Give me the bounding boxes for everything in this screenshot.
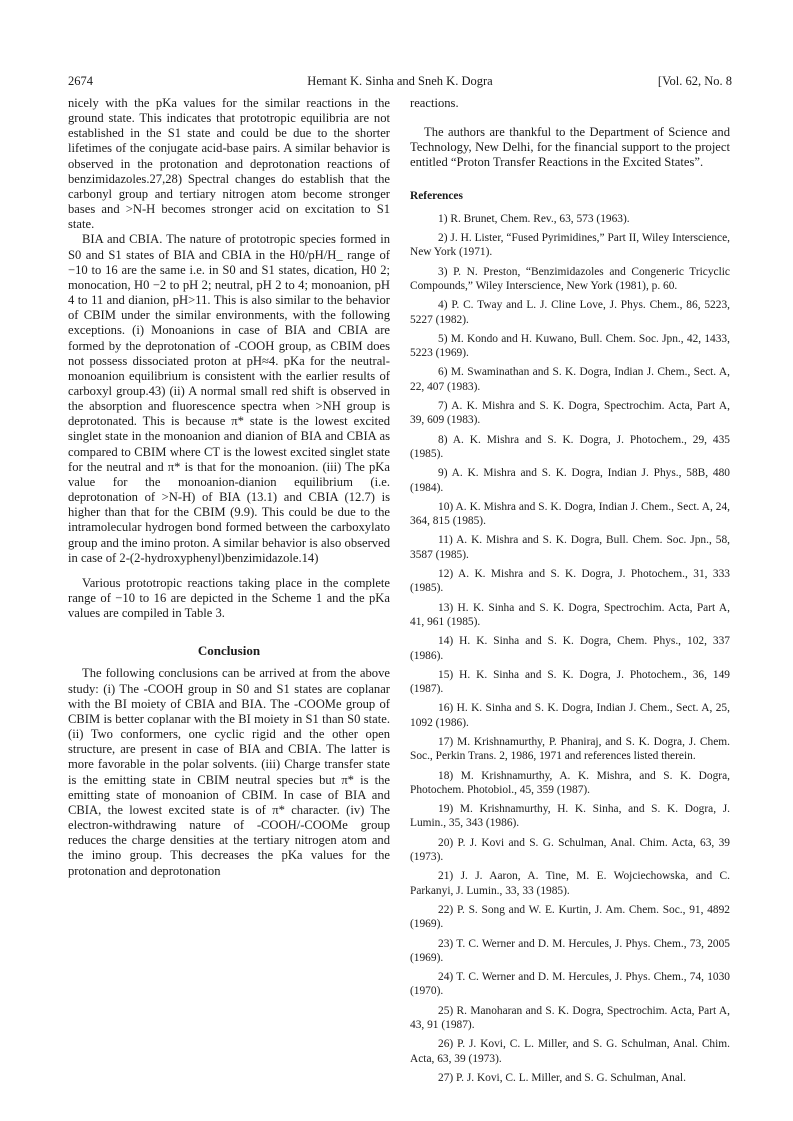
paragraph-prototropic: Various prototropic reactions taking place in the complete range of −10 to 16 are depicted in the Scheme 1 and the pKa values are compiled in Table 3. [68, 575, 390, 621]
paragraph-continued: nicely with the pKa values for the similar reactions in the ground state. This indicates that prototropic equilibria are not established in the S1 state and could be due to the shorter lifetimes of the conjugate acid-base pairs. A similar behavior is observed in the protonation and deprotonation reactions of benzimidazoles.27,28) Spectral changes do establish that the carbonyl group and tertiary nitrogen atom become stronger bases and >N-H becomes stronger acid on excitation to S1 state. [68, 96, 390, 232]
reference-text: P. J. Kovi, C. L. Miller, and S. G. Schulman, Anal. [456, 1071, 686, 1084]
reference-number: 25) [438, 1004, 454, 1017]
right-column [410, 96, 730, 1090]
reference-number: 27) [438, 1071, 454, 1084]
reference-text: H. K. Sinha and S. K. Dogra, Chem. Phys., 102, 337 (1986). [410, 635, 730, 662]
reference-item [410, 533, 730, 562]
reference-item [410, 903, 730, 932]
reference-text: P. N. Preston, “Benzimidazoles and Congeneric Tricyclic Compounds,” Wiley Interscience, New York (1981), p. 60. [410, 265, 730, 292]
reference-number: 11) [438, 534, 453, 547]
reference-number: 5) [438, 332, 448, 345]
reference-item [410, 332, 730, 361]
reference-text: M. Krishnamurthy, P. Phaniraj, and S. K. Dogra, J. Chem. Soc., Perkin Trans. 2, 1986, 1971 and references listed therein. [410, 735, 730, 763]
reference-text: T. C. Werner and D. M. Hercules, J. Phys. Chem., 73, 2005 (1969). [410, 937, 730, 964]
reference-item [410, 634, 730, 663]
reference-text: A. K. Mishra and S. K. Dogra, Indian J. Chem., Sect. A, 24, 364, 815 (1985). [410, 500, 731, 528]
reference-item [410, 1004, 730, 1033]
reference-list [410, 212, 730, 1085]
reference-item [410, 735, 730, 764]
reference-text: R. Manoharan and S. K. Dogra, Spectrochim. Acta, Part A, 43, 91 (1987). [410, 1004, 730, 1032]
reference-number: 4) [438, 299, 448, 312]
reference-text: R. Brunet, Chem. Rev., 63, 573 (1963). [450, 212, 630, 225]
reference-number: 2) [438, 232, 448, 245]
reference-number: 19) [438, 803, 454, 816]
reference-item [410, 1071, 730, 1085]
reference-text: A. K. Mishra and S. K. Dogra, Indian J. Phys., 58B, 480 (1984). [410, 467, 730, 494]
reference-item [410, 265, 730, 294]
paragraph-continued-end: reactions. [410, 96, 459, 110]
reference-number: 23) [438, 937, 454, 950]
reference-number: 16) [438, 702, 454, 715]
reference-text: M. Swaminathan and S. K. Dogra, Indian J. Chem., Sect. A, 22, 407 (1983). [410, 366, 730, 393]
reference-text: A. K. Mishra and S. K. Dogra, Bull. Chem. Soc. Jpn., 58, 3587 (1985). [410, 534, 730, 561]
paragraph-conclusion: The following conclusions can be arrived at from the above study: (i) The -COOH group in S0 and S1 states are coplanar with the BI moiety of CBIA and BIA. The -COOMe group of CBIM is better coplanar with the BI moiety in S1 than S0 state. (ii) Two conformers, one cyclic rigid and the other open structure, are present in case of BIA and CBIA. The latter is more favorable in the polar solvents. (iii) Charge transfer state is the emitting state in CBIM neutral species but π* is the emitting state of monoanion of CBIM. In case of BIA and CBIA, the lowest excited state is of π* character. (iv) The electron-withdrawing nature of -COOH/-COOMe group reduces the charge densities at the tertiary nitrogen atom and the imino group. This decreases the pKa values for the protonation and deprotonation [68, 666, 390, 878]
references-heading: References [410, 189, 463, 202]
reference-text: M. Krishnamurthy, A. K. Mishra, and S. K. Dogra, Photochem. Photobiol., 45, 359 (1987). [410, 769, 730, 796]
reference-text: A. K. Mishra and S. K. Dogra, J. Photochem., 31, 333 (1985). [410, 568, 730, 595]
reference-item [410, 212, 730, 226]
reference-item [410, 1037, 730, 1066]
reference-item [410, 937, 730, 966]
left-column [68, 96, 390, 879]
reference-number: 10) [438, 500, 454, 513]
reference-text: A. K. Mishra and S. K. Dogra, J. Photochem., 29, 435 (1985). [410, 433, 730, 460]
reference-number: 17) [438, 735, 454, 748]
reference-number: 13) [438, 601, 454, 614]
reference-number: 18) [438, 769, 454, 782]
reference-item [410, 399, 730, 428]
reference-item [410, 668, 730, 697]
reference-number: 24) [438, 971, 454, 984]
reference-item [410, 869, 730, 898]
reference-number: 21) [438, 870, 454, 883]
reference-item [410, 298, 730, 327]
reference-item [410, 365, 730, 394]
reference-number: 1) [438, 212, 448, 225]
reference-text: P. J. Kovi and S. G. Schulman, Anal. Chim. Acta, 63, 39 (1973). [410, 836, 730, 864]
reference-text: J. J. Aaron, A. Tine, M. E. Wojciechowska, and C. Parkanyi, J. Lumin., 33, 33 (1985). [410, 870, 730, 897]
running-authors: Hemant K. Sinha and Sneh K. Dogra [307, 74, 493, 88]
reference-number: 26) [438, 1038, 454, 1051]
conclusion-heading: Conclusion [197, 643, 261, 659]
reference-number: 3) [438, 265, 448, 278]
reference-number: 9) [438, 467, 448, 480]
reference-item [410, 231, 730, 260]
reference-item [410, 567, 730, 596]
reference-text: P. S. Song and W. E. Kurtin, J. Am. Chem. Soc., 91, 4892 (1969). [410, 903, 730, 931]
reference-item [410, 433, 730, 462]
reference-item [410, 701, 730, 730]
reference-text: P. J. Kovi, C. L. Miller, and S. G. Schulman, Anal. Chim. Acta, 63, 39 (1973). [410, 1038, 730, 1065]
reference-text: H. K. Sinha and S. K. Dogra, Spectrochim. Acta, Part A, 41, 961 (1985). [410, 601, 730, 628]
reference-text: M. Kondo and H. Kuwano, Bull. Chem. Soc. Jpn., 42, 1433, 5223 (1969). [410, 332, 730, 360]
paragraph-bia-cbia: BIA and CBIA. The nature of prototropic species formed in S0 and S1 states of BIA and CBIA in the H0/pH/H_ range of −10 to 16 are the same i.e. in S0 and S1 states, dication, H0 2; monocation, H0 −2 to pH 2; neutral, pH 2 to 4; monoanion, pH 4 to 11 and dianion, pH>11. This is also similar to the behavior of CBIM under the similar environments, with the following exceptions. (i) Monoanions in case of BIA and CBIA are formed by the deprotonation of -COOH group, as CBIM does not possess dissociated proton at pH≈4. pKa for the neutral-monoanion equilibrium is consistent with the earlier results of carboxyl group.43) (ii) A normal small red shift is observed in the absorption and fluorescence spectra when >NH group is deprotonated. This is because π* state is the lowest excited singlet state in the monoanion and dianion of BIA and CBIA as compared to CBIM where CT is the lowest excited singlet state for the neutral and π* is that for the monoanion. (iii) The pKa value for the monoanion-dianion equilibrium (i.e. deprotonation of >N-H) of BIA (13.1) and CBIA (12.7) is higher than that for the CBIM (9.9). This could be due to the intramolecular hydrogen bond formed between the carboxylato group and the imino proton. A similar behavior is also observed in case of 2-(2-hydroxyphenyl)benzimidazole.14) [68, 232, 390, 565]
reference-text: T. C. Werner and D. M. Hercules, J. Phys. Chem., 74, 1030 (1970). [410, 971, 730, 998]
acknowledgement: The authors are thankful to the Department of Science and Technology, New Delhi, for the financial support to the project entitled “Proton Transfer Reactions in the Excited States”. [410, 125, 730, 170]
reference-number: 22) [438, 903, 454, 916]
reference-number: 20) [438, 836, 454, 849]
running-header [68, 74, 732, 92]
reference-number: 6) [438, 366, 448, 379]
reference-item [410, 802, 730, 831]
reference-item [410, 836, 730, 865]
page-number: 2674 [68, 74, 93, 88]
reference-number: 7) [438, 400, 448, 413]
reference-number: 14) [438, 635, 454, 648]
reference-item [410, 500, 730, 529]
reference-number: 12) [438, 568, 454, 581]
reference-item [410, 970, 730, 999]
reference-text: H. K. Sinha and S. K. Dogra, Indian J. Chem., Sect. A, 25, 1092 (1986). [410, 702, 730, 729]
reference-number: 8) [438, 433, 448, 446]
reference-item [410, 769, 730, 798]
reference-text: P. C. Tway and L. J. Cline Love, J. Phys. Chem., 86, 5223, 5227 (1982). [410, 299, 730, 326]
reference-item [410, 601, 730, 630]
reference-text: J. H. Lister, “Fused Pyrimidines,” Part II, Wiley Interscience, New York (1971). [410, 232, 730, 259]
reference-number: 15) [438, 668, 454, 681]
reference-text: H. K. Sinha and S. K. Dogra, J. Photochem., 36, 149 (1987). [410, 668, 730, 696]
volume-info: [Vol. 62, No. 8 [657, 74, 732, 88]
reference-item [410, 466, 730, 495]
reference-text: A. K. Mishra and S. K. Dogra, Spectrochim. Acta, Part A, 39, 609 (1983). [410, 400, 731, 427]
reference-text: M. Krishnamurthy, H. K. Sinha, and S. K. Dogra, J. Lumin., 35, 343 (1986). [410, 803, 730, 830]
